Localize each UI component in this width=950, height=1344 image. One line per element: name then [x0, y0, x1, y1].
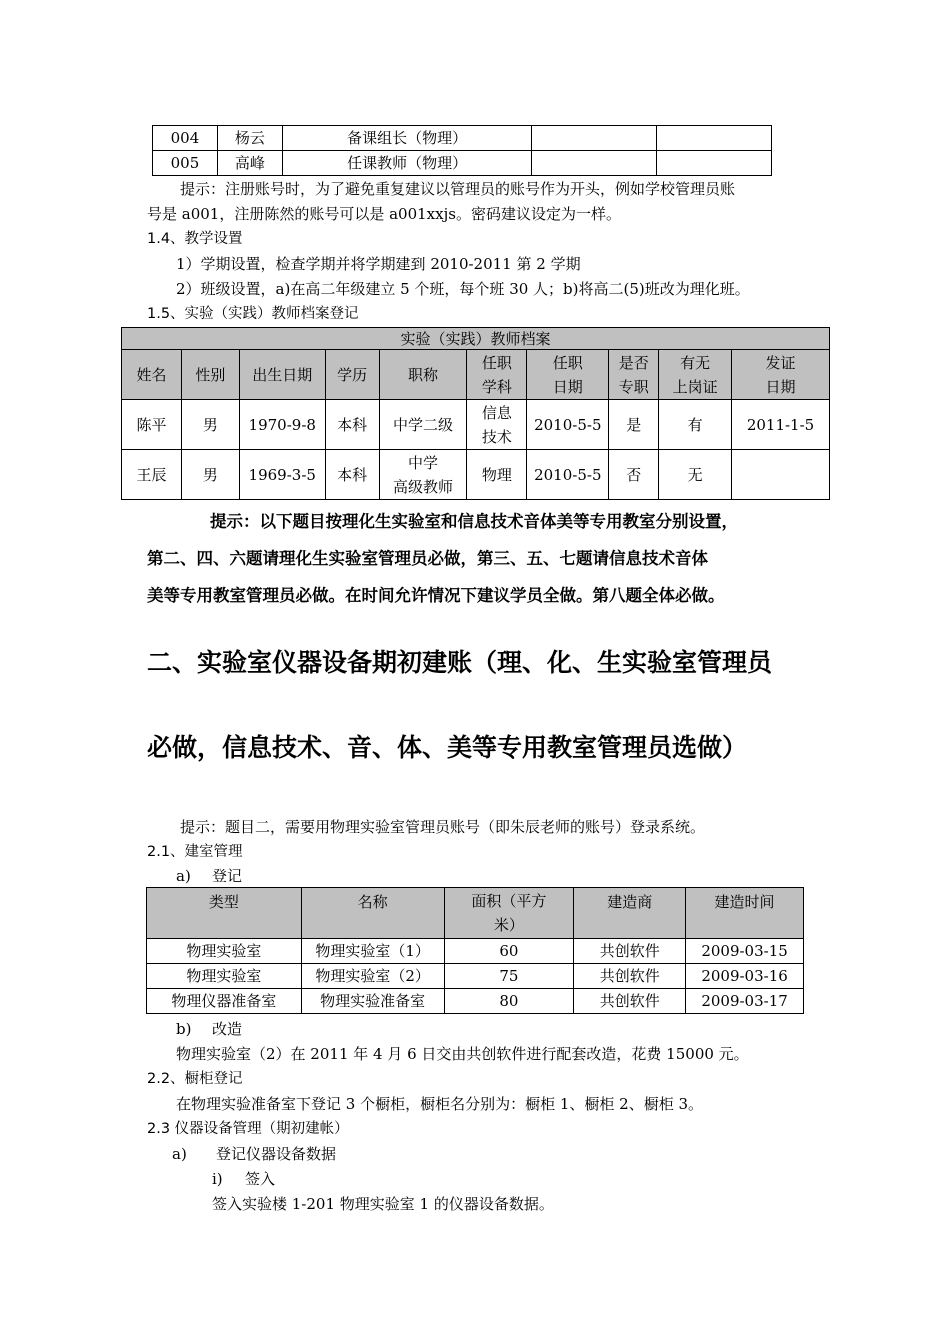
list-item: 1）学期设置，检查学期并将学期建到 2010-2011 第 2 学期	[176, 255, 581, 273]
tip-lab-types: 提示：以下题目按理化生实验室和信息技术音体美等专用教室分别设置，	[210, 512, 738, 531]
cell: 2009-03-16	[686, 964, 804, 989]
list-item: 登记	[212, 867, 243, 885]
cell: 否	[609, 450, 659, 500]
column-header: 任职 日期	[527, 350, 609, 400]
cell: 男	[181, 450, 239, 500]
lab-table	[146, 887, 804, 1014]
cell: 有	[659, 400, 732, 450]
cell: 2011-1-5	[732, 400, 830, 450]
cell: 1970-9-8	[239, 400, 325, 450]
cell: 高峰	[217, 151, 282, 176]
cell: 备课组长（物理）	[282, 126, 532, 151]
column-header: 职称	[379, 350, 467, 400]
list-label: a)	[172, 1145, 187, 1163]
section-heading: 2.1、建室管理	[147, 844, 243, 860]
tip-login: 提示：题目二，需要用物理实验室管理员账号（即朱辰老师的账号）登录系统。	[180, 818, 706, 836]
cell: 物理实验室（1）	[301, 939, 444, 964]
column-header: 面积（平方 米）	[444, 888, 574, 939]
section-heading: 1.4、教学设置	[147, 231, 243, 247]
cell: 本科	[325, 400, 379, 450]
column-header: 出生日期	[239, 350, 325, 400]
column-header: 类型	[147, 888, 302, 939]
cell: 2009-03-15	[686, 939, 804, 964]
section-heading: 2.2、橱柜登记	[147, 1071, 243, 1087]
cell: 无	[659, 450, 732, 500]
tip-lab-types-cont: 第二、四、六题请理化生实验室管理员必做，第三、五、七题请信息技术音体	[147, 549, 708, 568]
column-header: 建造商	[574, 888, 686, 939]
tip-register: 提示：注册账号时，为了避免重复建议以管理员的账号作为开头，例如学校管理员账	[180, 180, 736, 198]
staff-table	[152, 125, 772, 176]
cell: 本科	[325, 450, 379, 500]
column-header: 学历	[325, 350, 379, 400]
section-title-cont: 必做，信息技术、音、体、美等专用教室管理员选做）	[147, 733, 748, 762]
cell: 物理实验准备室	[301, 989, 444, 1014]
cell: 004	[153, 126, 218, 151]
column-header: 有无 上岗证	[659, 350, 732, 400]
cell: 物理	[467, 450, 527, 500]
section-heading: 1.5、实验（实践）教师档案登记	[147, 306, 359, 322]
paragraph: 物理实验室（2）在 2011 年 4 月 6 日交由共创软件进行配套改造，花费 15000 元。	[176, 1045, 749, 1063]
list-item: 登记仪器设备数据	[216, 1145, 337, 1163]
cell: 005	[153, 151, 218, 176]
cell: 王辰	[122, 450, 182, 500]
column-header: 姓名	[122, 350, 182, 400]
paragraph: 在物理实验准备室下登记 3 个橱柜，橱柜名分别为：橱柜 1、橱柜 2、橱柜 3。	[176, 1095, 704, 1113]
section-title: 二、实验室仪器设备期初建账（理、化、生实验室管理员	[147, 648, 773, 677]
cell: 陈平	[122, 400, 182, 450]
cell: 物理实验室	[147, 939, 302, 964]
cell: 任课教师（物理）	[282, 151, 532, 176]
cell	[732, 450, 830, 500]
cell: 中学 高级教师	[379, 450, 467, 500]
list-label: a)	[176, 867, 191, 885]
cell: 2010-5-5	[527, 450, 609, 500]
cell: 物理实验室	[147, 964, 302, 989]
cell: 中学二级	[379, 400, 467, 450]
cell: 60	[444, 939, 574, 964]
list-item: 2）班级设置，a)在高二年级建立 5 个班，每个班 30 人；b)将高二(5)班改为理化班。	[176, 280, 750, 298]
column-header: 是否 专职	[609, 350, 659, 400]
list-label: b)	[176, 1020, 192, 1038]
table-title: 实验（实践）教师档案	[122, 328, 830, 350]
column-header: 任职 学科	[467, 350, 527, 400]
section-heading: 2.3 仪器设备管理（期初建帐）	[147, 1121, 349, 1137]
tip-register-cont: 号是 a001，注册陈然的账号可以是 a001xxjs。密码建议设定为一样。	[147, 205, 621, 223]
column-header: 性别	[181, 350, 239, 400]
column-header: 名称	[301, 888, 444, 939]
cell: 共创软件	[574, 964, 686, 989]
table-row	[147, 964, 804, 989]
table-row	[122, 450, 830, 500]
cell: 75	[444, 964, 574, 989]
cell: 男	[181, 400, 239, 450]
table-title-row	[122, 328, 830, 350]
cell: 80	[444, 989, 574, 1014]
cell	[532, 126, 657, 151]
cell: 共创软件	[574, 989, 686, 1014]
tip-lab-types-cont: 美等专用教室管理员必做。在时间允许情况下建议学员全做。第八题全体必做。	[147, 586, 725, 605]
paragraph: 签入实验楼 1-201 物理实验室 1 的仪器设备数据。	[212, 1195, 554, 1213]
cell	[532, 151, 657, 176]
table-row	[122, 400, 830, 450]
cell: 信息 技术	[467, 400, 527, 450]
cell: 共创软件	[574, 939, 686, 964]
teacher-archive-table	[121, 327, 830, 500]
cell: 2010-5-5	[527, 400, 609, 450]
table-row	[147, 989, 804, 1014]
cell	[657, 126, 772, 151]
table-header-row	[122, 350, 830, 400]
cell: 物理仪器准备室	[147, 989, 302, 1014]
cell: 是	[609, 400, 659, 450]
list-item: 签入	[245, 1170, 276, 1188]
table-header-row	[147, 888, 804, 939]
column-header: 发证 日期	[732, 350, 830, 400]
cell	[657, 151, 772, 176]
cell: 2009-03-17	[686, 989, 804, 1014]
table-row	[147, 939, 804, 964]
cell: 1969-3-5	[239, 450, 325, 500]
column-header: 建造时间	[686, 888, 804, 939]
list-label: i)	[212, 1170, 223, 1188]
cell: 物理实验室（2）	[301, 964, 444, 989]
table-row	[153, 126, 772, 151]
cell: 杨云	[217, 126, 282, 151]
table-row	[153, 151, 772, 176]
list-item: 改造	[212, 1020, 243, 1038]
